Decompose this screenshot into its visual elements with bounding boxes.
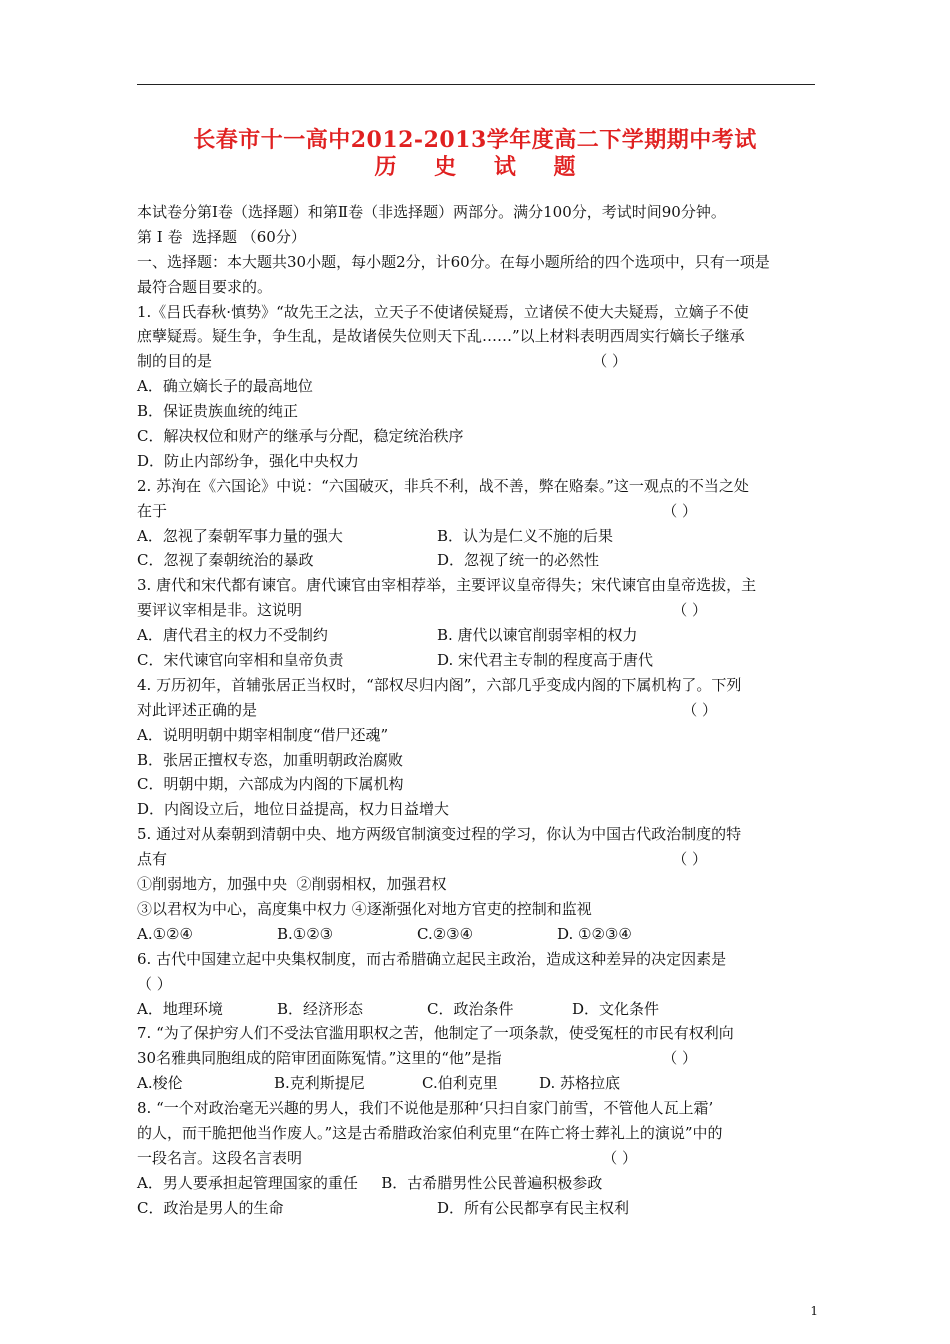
- option-c: C．政治是男人的生命: [137, 1198, 284, 1217]
- option-a: A．说明明朝中期宰相制度“借尸还魂”: [137, 725, 389, 744]
- options-row: [137, 648, 817, 673]
- options-row: [137, 922, 817, 947]
- question-4-text: [137, 698, 817, 723]
- question-5-stem-end: 点有: [137, 850, 168, 869]
- option-d: D. ①②③④: [557, 924, 632, 943]
- option-c: C．忽视了秦朝统治的暴政: [137, 551, 314, 570]
- question-3-text: [137, 598, 817, 623]
- question-1-text: 庶孽疑焉。疑生争，争生乱，是故诸侯失位则天下乱……”以上材料表明西周实行嫡长子继承: [137, 327, 745, 346]
- option-d: D．所有公民都享有民主权利: [437, 1198, 630, 1217]
- option-b: B．张居正擅权专恣，加重明朝政治腐败: [137, 750, 404, 769]
- answer-paren: （ ）: [662, 1049, 697, 1068]
- answer-paren: （ ）: [137, 974, 172, 993]
- option-b: B.①②③: [277, 924, 334, 943]
- question-2-text: [137, 499, 817, 524]
- question-7-text: 7. “为了保护穷人们不受法官滥用职权之苦，他制定了一项条款，使受冤枉的市民有权利向: [137, 1024, 734, 1043]
- options-row: [137, 623, 672, 648]
- answer-paren: （ ）: [682, 700, 717, 719]
- question-8-text: 的人，而干脆把他当作废人。”这是古希腊政治家伯利克里“在阵亡将士葬礼上的演说”中的: [137, 1123, 723, 1142]
- option-d: D．文化条件: [572, 999, 660, 1018]
- answer-paren: （ ）: [672, 850, 707, 869]
- question-5-text: 5. 通过对从秦朝到清朝中央、地方两级官制演变过程的学习，你认为中国古代政治制度的特: [137, 825, 742, 844]
- option-d: D．忽视了统一的必然性: [437, 551, 600, 570]
- question-1-stem-end: 制的目的是: [137, 352, 213, 371]
- statement-line: ①削弱地方，加强中央 ②削弱相权，加强君权: [137, 875, 447, 894]
- option-c: C．明朝中期，六部成为内阁的下属机构: [137, 775, 404, 794]
- question-1-text: [137, 349, 817, 374]
- exam-subject: 历 史 试 题: [374, 154, 576, 180]
- header-rule: [137, 84, 815, 85]
- option-a: A．地理环境: [137, 999, 223, 1018]
- exam-content: [137, 200, 817, 1221]
- question-4-stem-end: 对此评述正确的是: [137, 700, 258, 719]
- question-7-text: [137, 1046, 817, 1071]
- answer-paren: （ ）: [602, 1148, 637, 1167]
- option-c: C．解决权位和财产的继承与分配，稳定统治秩序: [137, 427, 464, 446]
- options-row: [137, 1071, 662, 1096]
- instruction-line: 最符合题目要求的。: [137, 277, 273, 296]
- instruction-line: 一、选择题：本大题共30小题，每小题2分，计60分。在每小题所给的四个选项中，只有一项是: [137, 252, 770, 271]
- option-c: C.伯利克里: [422, 1074, 498, 1093]
- option-d: D. 苏格拉底: [539, 1074, 621, 1093]
- question-2-stem-end: 在于: [137, 501, 168, 520]
- question-3-stem-end: 要评议宰相是非。这说明: [137, 601, 303, 620]
- question-5-text: [137, 847, 817, 872]
- options-row: [137, 1171, 602, 1196]
- option-c: C．宋代谏官向宰相和皇帝负责: [137, 651, 344, 670]
- option-a: A．男人要承担起管理国家的重任: [137, 1173, 358, 1192]
- question-8-text: [137, 1146, 817, 1171]
- statement-line: ③以君权为中心，高度集中权力 ④逐渐强化对地方官吏的控制和监视: [137, 899, 592, 918]
- question-8-stem-end: 一段名言。这段名言表明: [137, 1148, 303, 1167]
- question-1-text: 1.《吕氏春秋·慎势》“故先王之法，立天子不使诸侯疑焉，立诸侯不使大夫疑焉，立嫡子不使: [137, 302, 749, 321]
- option-b: B．保证贵族血统的纯正: [137, 402, 299, 421]
- question-3-text: 3. 唐代和宋代都有谏官。唐代谏官由宰相荐举，主要评议皇帝得失；宋代谏官由皇帝选拔，主: [137, 576, 757, 595]
- question-2-text: 2. 苏洵在《六国论》中说：“六国破灭，非兵不利，战不善，弊在赂秦。”这一观点的不当之处: [137, 476, 749, 495]
- answer-paren: （ ）: [662, 501, 697, 520]
- intro-line: 本试卷分第Ⅰ卷（选择题）和第Ⅱ卷（非选择题）两部分。满分100分，考试时间90分钟。: [137, 203, 726, 221]
- exam-title: 长春市十一高中2012-2013学年度高二下学期期中考试: [193, 127, 757, 153]
- option-c: C．政治条件: [427, 999, 514, 1018]
- option-a: A．唐代君主的权力不受制约: [137, 626, 328, 645]
- section-heading: 第 Ⅰ 卷 选择题 （60分）: [137, 227, 306, 246]
- option-a: A.①②④: [137, 924, 193, 943]
- question-6-text: 6. 古代中国建立起中央集权制度，而古希腊确立起民主政治，造成这种差异的决定因素是: [137, 949, 727, 968]
- option-b: B．古希腊男性公民普遍积极参政: [381, 1173, 603, 1192]
- options-row: [137, 524, 662, 549]
- question-7-stem-end: 30名雅典同胞组成的陪审团面陈冤情。”这里的“他”是指: [137, 1049, 502, 1068]
- answer-paren: （ ）: [592, 352, 627, 371]
- option-a: A．忽视了秦朝军事力量的强大: [137, 526, 343, 545]
- option-d: D．内阁设立后，地位日益提高，权力日益增大: [137, 800, 450, 819]
- option-d: D. 宋代君主专制的程度高于唐代: [437, 651, 654, 670]
- option-b: B. 唐代以谏官削弱宰相的权力: [437, 626, 638, 645]
- question-8-text: 8. “一个对政治毫无兴趣的男人，我们不说他是那种‘只扫自家门前雪，不管他人瓦上霜’: [137, 1099, 714, 1118]
- option-a: A.梭伦: [137, 1074, 183, 1093]
- option-b: B．认为是仁义不施的后果: [437, 526, 614, 545]
- answer-paren: （ ）: [672, 601, 707, 620]
- options-row: [137, 997, 817, 1022]
- option-b: B.克利斯提尼: [274, 1074, 365, 1093]
- option-c: C.②③④: [417, 924, 474, 943]
- options-row: [137, 1196, 817, 1221]
- option-d: D．防止内部纷争，强化中央权力: [137, 451, 360, 470]
- question-4-text: 4. 万历初年，首辅张居正当权时，“部权尽归内阁”，六部几乎变成内阁的下属机构了。下列: [137, 675, 742, 694]
- option-a: A．确立嫡长子的最高地位: [137, 377, 313, 396]
- options-row: [137, 548, 817, 573]
- option-b: B．经济形态: [277, 999, 364, 1018]
- page-number: 1: [810, 1304, 818, 1318]
